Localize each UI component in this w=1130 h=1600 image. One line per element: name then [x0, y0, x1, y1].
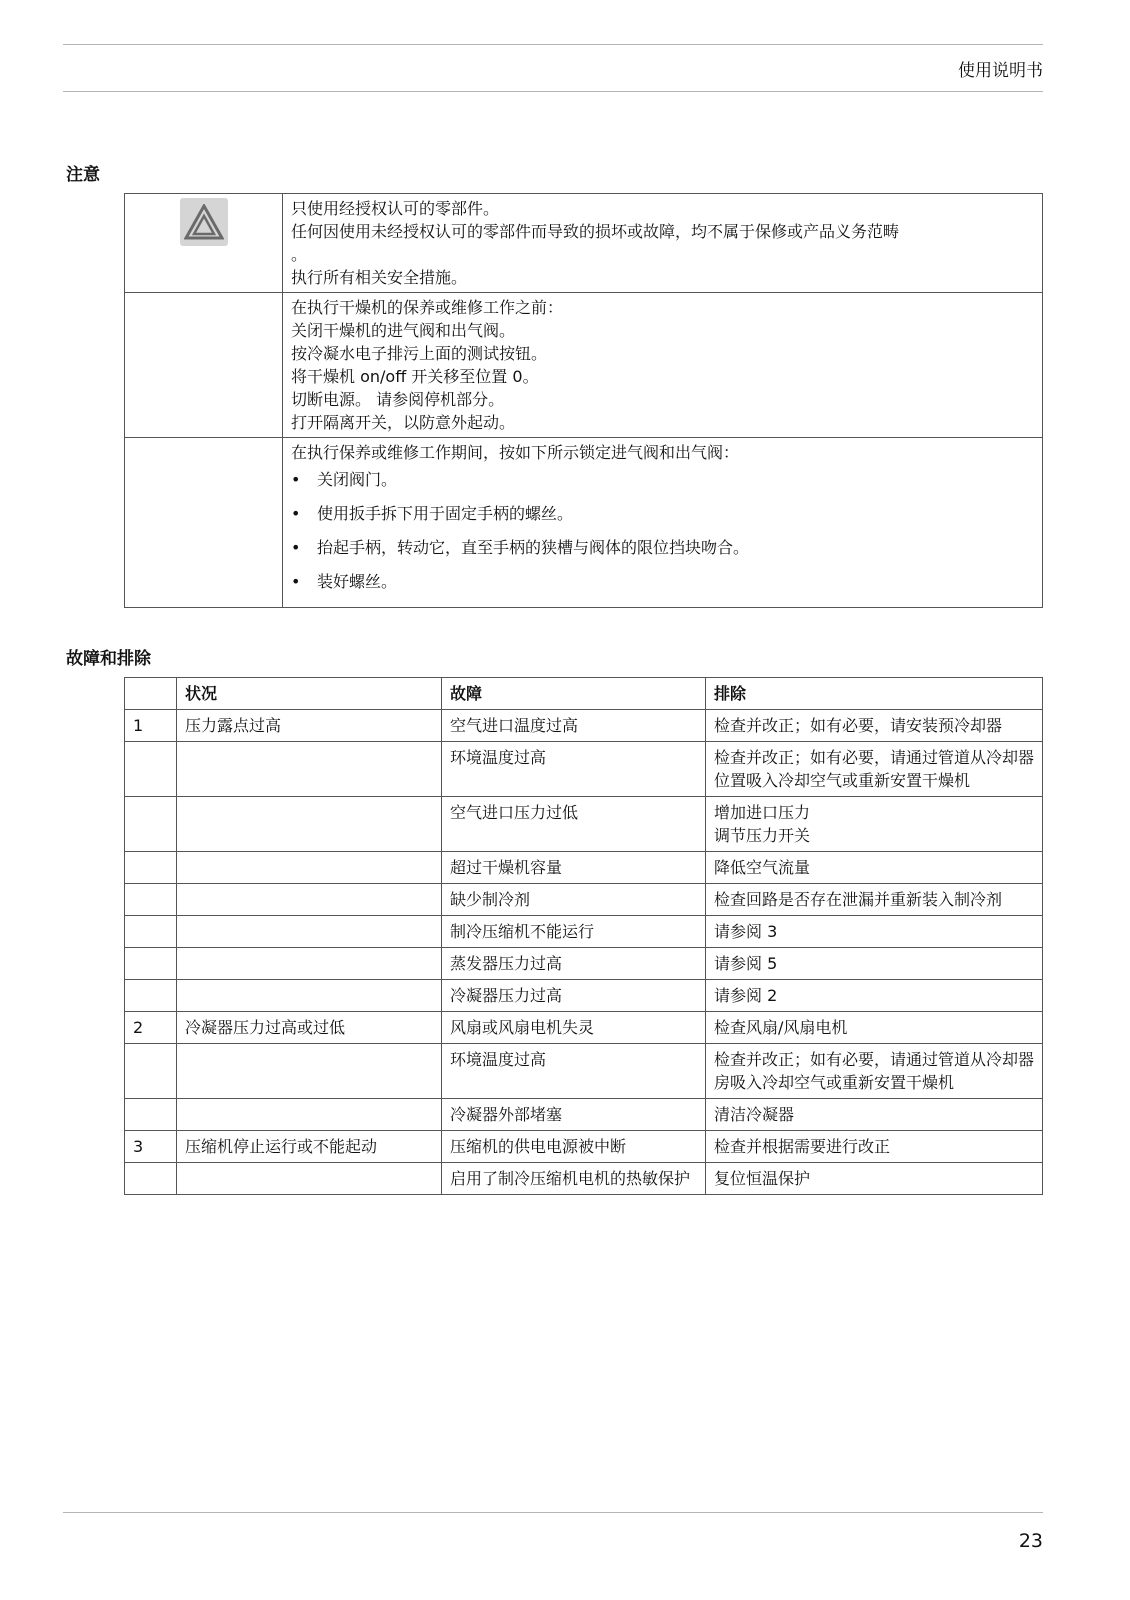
fault-cell: 压缩机的供电电源被中断: [442, 1131, 706, 1163]
column-header: [125, 678, 177, 710]
row-number-cell: [125, 1163, 177, 1195]
row-number-cell: [125, 1099, 177, 1131]
notice-line: 。: [291, 245, 308, 264]
notice-line: 将干燥机 on/off 开关移至位置 0。: [291, 367, 539, 386]
fault-cell: 风扇或风扇电机失灵: [442, 1012, 706, 1044]
notice-icon-cell: [125, 194, 283, 293]
condition-cell: [177, 948, 442, 980]
row-number-cell: [125, 852, 177, 884]
remedy-cell: 清洁冷凝器: [706, 1099, 1043, 1131]
condition-cell: 压力露点过高: [177, 710, 442, 742]
table-row: [125, 1099, 1043, 1131]
row-number-cell: 1: [125, 710, 177, 742]
notice-line: 在执行干燥机的保养或维修工作之前：: [291, 298, 564, 317]
condition-cell: [177, 1163, 442, 1195]
condition-cell: [177, 797, 442, 852]
condition-cell: 冷凝器压力过高或过低: [177, 1012, 442, 1044]
column-header: 故障: [442, 678, 706, 710]
remedy-cell: 请参阅 3: [706, 916, 1043, 948]
condition-cell: 压缩机停止运行或不能起动: [177, 1131, 442, 1163]
notice-text-cell: [283, 293, 1043, 438]
row-number-cell: 2: [125, 1012, 177, 1044]
notice-table: [124, 193, 1043, 608]
table-row: [125, 1131, 1043, 1163]
notice-heading: 注意: [66, 165, 100, 185]
column-header: 状况: [177, 678, 442, 710]
list-item: • 使用扳手拆下用于固定手柄的螺丝。: [291, 502, 1034, 525]
condition-cell: [177, 852, 442, 884]
row-number-cell: [125, 948, 177, 980]
fault-cell: 冷凝器外部堵塞: [442, 1099, 706, 1131]
condition-cell: [177, 742, 442, 797]
remedy-cell: 检查并根据需要进行改正: [706, 1131, 1043, 1163]
notice-intro: 在执行保养或维修工作期间，按如下所示锁定进气阀和出气阀：: [291, 443, 740, 462]
fault-cell: 空气进口压力过低: [442, 797, 706, 852]
notice-empty-cell: [125, 438, 283, 608]
header-title: 使用说明书: [958, 61, 1043, 81]
fault-cell: 空气进口温度过高: [442, 710, 706, 742]
notice-row: [125, 438, 1043, 608]
condition-cell: [177, 916, 442, 948]
notice-line: 打开隔离开关，以防意外起动。: [291, 413, 516, 432]
lock-steps-list: [291, 468, 1034, 593]
notice-row: [125, 194, 1043, 293]
header-top-rule: [63, 44, 1043, 45]
table-row: [125, 710, 1043, 742]
notice-line: 切断电源。 请参阅停机部分。: [291, 390, 505, 409]
row-number-cell: [125, 742, 177, 797]
notice-line: 关闭干燥机的进气阀和出气阀。: [291, 321, 516, 340]
table-header-row: [125, 678, 1043, 710]
condition-cell: [177, 1044, 442, 1099]
remedy-cell: 请参阅 2: [706, 980, 1043, 1012]
row-number-cell: [125, 980, 177, 1012]
table-row: [125, 916, 1043, 948]
table-row: [125, 948, 1043, 980]
table-row: [125, 1012, 1043, 1044]
table-row: [125, 1044, 1043, 1099]
warning-triangle-icon: [180, 198, 228, 246]
list-item: • 装好螺丝。: [291, 570, 1034, 593]
condition-cell: [177, 884, 442, 916]
notice-text-cell: [283, 194, 1043, 293]
table-row: [125, 797, 1043, 852]
remedy-cell: 增加进口压力 调节压力开关: [706, 797, 1043, 852]
fault-cell: 启用了制冷压缩机电机的热敏保护: [442, 1163, 706, 1195]
fault-cell: 环境温度过高: [442, 742, 706, 797]
row-number-cell: 3: [125, 1131, 177, 1163]
fault-cell: 环境温度过高: [442, 1044, 706, 1099]
fault-cell: 蒸发器压力过高: [442, 948, 706, 980]
remedy-cell: 检查并改正；如有必要，请通过管道从冷却器房吸入冷却空气或重新安置干燥机: [706, 1044, 1043, 1099]
row-number-cell: [125, 916, 177, 948]
notice-line: 任何因使用未经授权认可的零部件而导致的损坏或故障，均不属于保修或产品义务范畴: [291, 222, 900, 241]
column-header: 排除: [706, 678, 1043, 710]
fault-cell: 制冷压缩机不能运行: [442, 916, 706, 948]
row-number-cell: [125, 1044, 177, 1099]
list-item: • 关闭阀门。: [291, 468, 1034, 491]
page-number: 23: [1018, 1530, 1043, 1552]
fault-cell: 缺少制冷剂: [442, 884, 706, 916]
notice-line: 按冷凝水电子排污上面的测试按钮。: [291, 344, 548, 363]
remedy-cell: 复位恒温保护: [706, 1163, 1043, 1195]
condition-cell: [177, 980, 442, 1012]
notice-line: 只使用经授权认可的零部件。: [291, 199, 500, 218]
notice-empty-cell: [125, 293, 283, 438]
notice-line: 执行所有相关安全措施。: [291, 268, 468, 287]
remedy-cell: 检查并改正；如有必要，请安装预冷却器: [706, 710, 1043, 742]
table-row: [125, 852, 1043, 884]
table-row: [125, 742, 1043, 797]
table-row: [125, 884, 1043, 916]
notice-text-cell: [283, 438, 1043, 608]
header-bottom-rule: [63, 91, 1043, 92]
remedy-cell: 请参阅 5: [706, 948, 1043, 980]
troubleshooting-table: [124, 677, 1043, 1195]
remedy-cell: 降低空气流量: [706, 852, 1043, 884]
row-number-cell: [125, 797, 177, 852]
table-row: [125, 980, 1043, 1012]
remedy-cell: 检查回路是否存在泄漏并重新装入制冷剂: [706, 884, 1043, 916]
fault-cell: 冷凝器压力过高: [442, 980, 706, 1012]
remedy-cell: 检查风扇/风扇电机: [706, 1012, 1043, 1044]
fault-cell: 超过干燥机容量: [442, 852, 706, 884]
footer-rule: [63, 1512, 1043, 1513]
list-item: • 抬起手柄，转动它，直至手柄的狭槽与阀体的限位挡块吻合。: [291, 536, 1034, 559]
troubleshooting-heading: 故障和排除: [66, 649, 151, 669]
notice-row: [125, 293, 1043, 438]
remedy-cell: 检查并改正；如有必要，请通过管道从冷却器位置吸入冷却空气或重新安置干燥机: [706, 742, 1043, 797]
condition-cell: [177, 1099, 442, 1131]
row-number-cell: [125, 884, 177, 916]
table-row: [125, 1163, 1043, 1195]
